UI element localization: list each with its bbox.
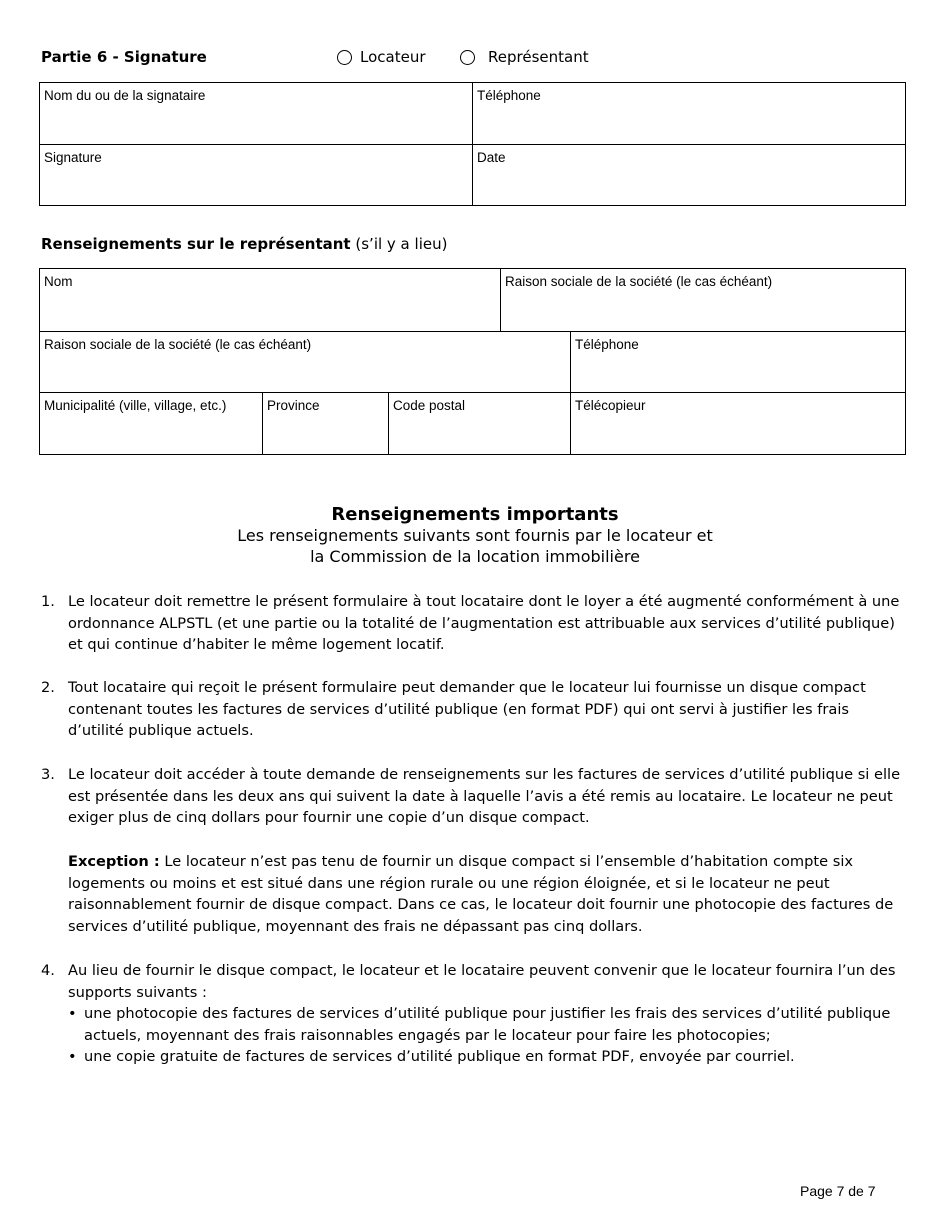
representative-title-bold: Renseignements sur le représentant: [41, 235, 351, 253]
important-heading: Renseignements importants: [331, 504, 619, 525]
list-item-number: 4.: [41, 962, 55, 979]
rep-postal-label: Code postal: [393, 398, 466, 413]
signatory-name-label: Nom du ou de la signataire: [44, 88, 206, 103]
list-item-number: 1.: [41, 593, 55, 610]
radio-representative[interactable]: [460, 48, 589, 66]
exception-text: [68, 851, 908, 937]
list-item-text: Le locateur doit accéder à toute demande de renseignements sur les factures de services d’utilité publique si elle est présentée dans les deux ans qui suivent la date à laquelle l’avis a été remis au locataire. Le locateur ne peut exiger plus de cinq dollars pour fournir une copie d’un disque compact.: [68, 766, 901, 827]
rep-postal-field[interactable]: [388, 392, 571, 455]
rep-company-field-2[interactable]: [39, 331, 571, 393]
radio-circle-icon[interactable]: [337, 50, 352, 65]
rep-name-label: Nom: [44, 274, 73, 289]
signature-field[interactable]: [39, 144, 473, 206]
exception-body: Le locateur n’est pas tenu de fournir un disque compact si l’ensemble d’habitation compte six logements ou moins et est situé dans une région rurale ou une région éloignée, et si le locateur ne peut raisonnablement fournir de disque compact. Dans ce cas, le locateur doit fournir une photocopie des factures de services d’utilité publique, moyennant des frais ne dépassant pas cinq dollars.: [68, 853, 894, 935]
radio-representative-label: Représentant: [488, 48, 589, 66]
signature-label: Signature: [44, 150, 102, 165]
rep-phone-field[interactable]: [570, 331, 906, 393]
list-item-text: Tout locataire qui reçoit le présent formulaire peut demander que le locateur lui fournisse un disque compact contenant toutes les factures de services d’utilité publique (en format PDF) qui ont servi à justifier les frais d’utilité publique actuels.: [68, 679, 866, 740]
representative-title-note: (s’il y a lieu): [350, 235, 448, 253]
rep-municipality-label: Municipalité (ville, village, etc.): [44, 398, 227, 413]
representative-title: [41, 235, 447, 253]
page-number: Page 7 de 7: [800, 1183, 876, 1199]
rep-fax-label: Télécopieur: [575, 398, 646, 413]
radio-landlord[interactable]: [337, 48, 426, 66]
rep-name-field[interactable]: [39, 268, 501, 332]
rep-municipality-field[interactable]: [39, 392, 263, 455]
bullet-text: une photocopie des factures de services d’utilité publique pour justifier les frais des services d’utilité publique actuels, moyennant des frais raisonnables engagés par le locateur pour faire les photocopies;: [84, 1005, 891, 1044]
signatory-phone-label: Téléphone: [477, 88, 541, 103]
signatory-phone-field[interactable]: [472, 82, 906, 145]
part6-title: Partie 6 - Signature: [41, 48, 207, 66]
exception-label: Exception :: [68, 853, 160, 870]
rep-company-field-1[interactable]: [500, 268, 906, 332]
rep-company-label-1: Raison sociale de la société (le cas échéant): [505, 274, 773, 289]
rep-company-label-2: Raison sociale de la société (le cas échéant): [44, 337, 312, 352]
radio-landlord-label: Locateur: [360, 48, 426, 66]
important-subtitle-line1: Les renseignements suivants sont fournis par le locateur et: [237, 526, 713, 545]
list-item-number: 3.: [41, 766, 55, 783]
bullet-icon: •: [68, 1048, 77, 1065]
rep-phone-label: Téléphone: [575, 337, 639, 352]
radio-circle-icon[interactable]: [460, 50, 475, 65]
rep-province-field[interactable]: [262, 392, 389, 455]
important-subtitle-line2: la Commission de la location immobilière: [310, 547, 640, 566]
rep-province-label: Province: [267, 398, 320, 413]
bullet-text: une copie gratuite de factures de services d’utilité publique en format PDF, envoyée par courriel.: [84, 1048, 795, 1065]
date-label: Date: [477, 150, 506, 165]
date-field[interactable]: [472, 144, 906, 206]
list-item-text: Le locateur doit remettre le présent formulaire à tout locataire dont le loyer a été augmenté conformément à une ordonnance ALPSTL (et une partie ou la totalité de l’augmentation est attribuable aux services d’utilité publique) et qui continue d’habiter le même logement locatif.: [68, 593, 900, 654]
bullet-icon: •: [68, 1005, 77, 1022]
list-item-text: Au lieu de fournir le disque compact, le locateur et le locataire peuvent convenir que le locateur fournira l’un des supports suivants :: [68, 962, 896, 1001]
signatory-name-field[interactable]: [39, 82, 473, 145]
rep-fax-field[interactable]: [570, 392, 906, 455]
list-item-number: 2.: [41, 679, 55, 696]
